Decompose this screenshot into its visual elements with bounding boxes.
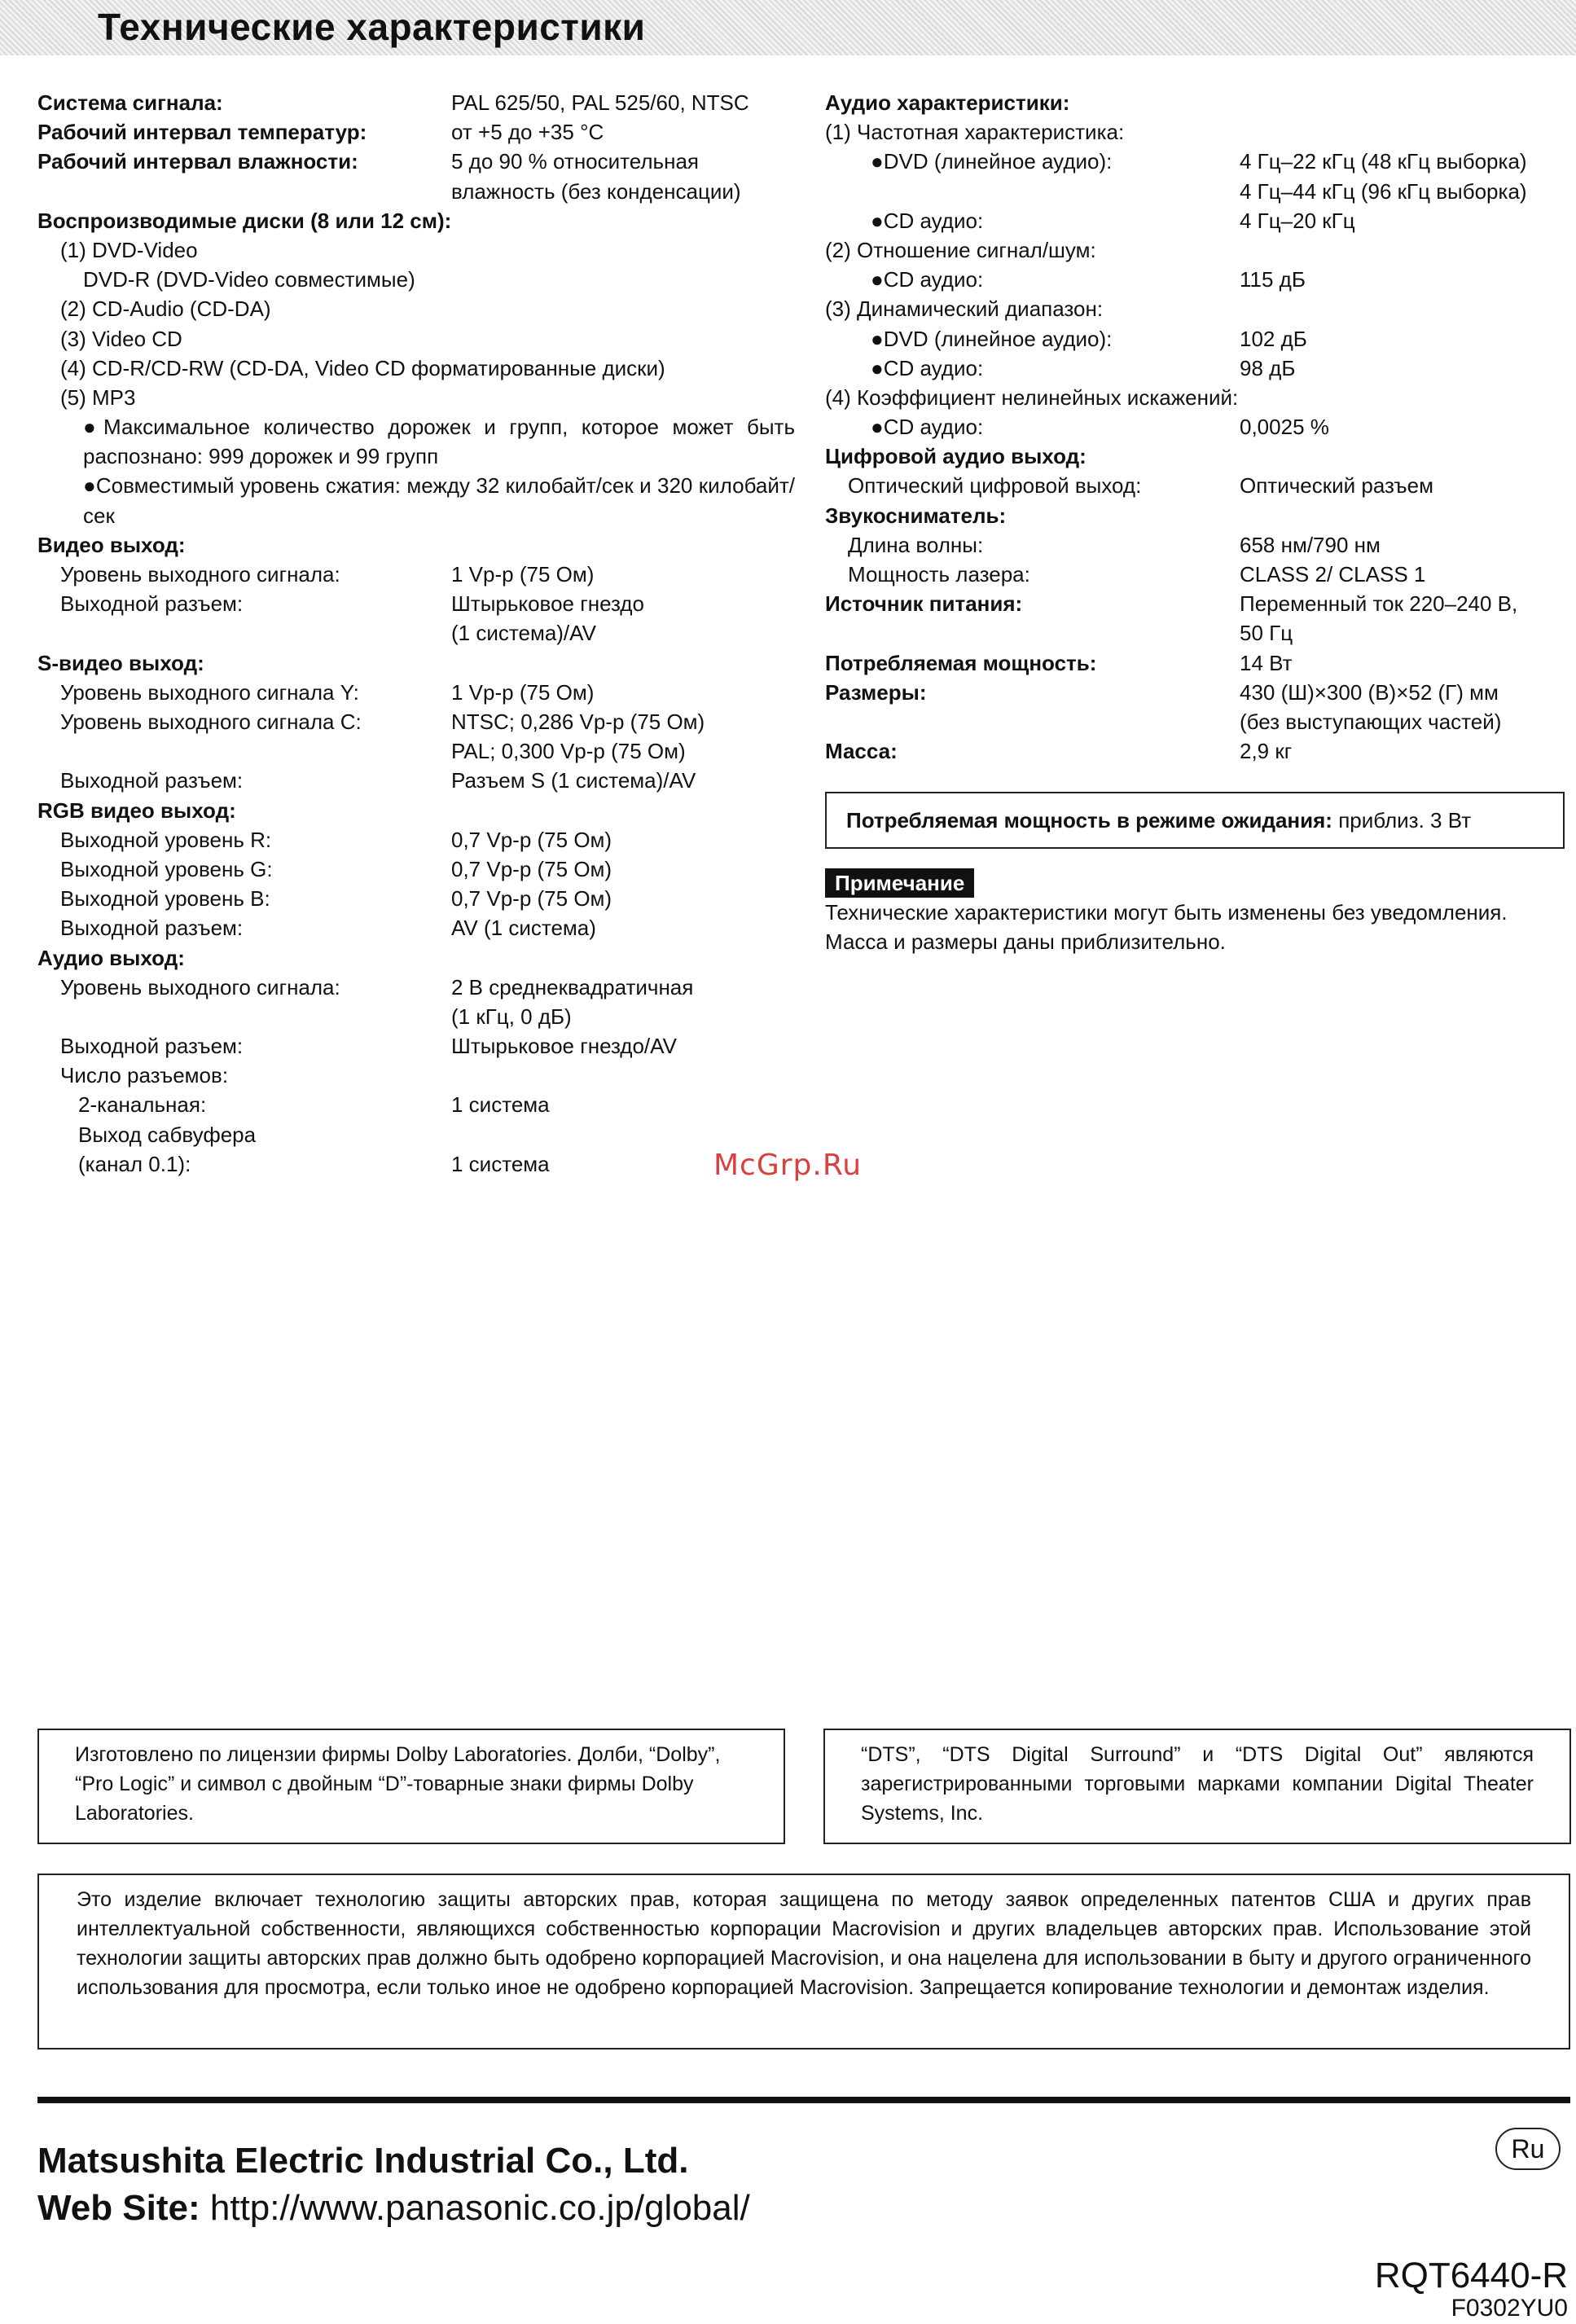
- spec-label: (2) Отношение сигнал/шум:: [825, 237, 1096, 262]
- spec-row: [825, 265, 1570, 294]
- spec-label: (1) DVD-Video: [60, 237, 198, 262]
- spec-label: Масса:: [825, 739, 898, 764]
- spec-row: [37, 648, 795, 678]
- spec-value: 430 (Ш)×300 (В)×52 (Г) мм: [1240, 679, 1499, 705]
- spec-label: Цифровой аудио выход:: [825, 444, 1087, 469]
- spec-value: 0,0025 %: [1240, 415, 1329, 440]
- spec-row: [825, 501, 1570, 530]
- spec-value: PAL; 0,300 Vp-p (75 Ом): [451, 739, 686, 764]
- spec-label: Рабочий интервал температур:: [37, 120, 367, 145]
- spec-row: [37, 265, 795, 294]
- spec-label: Выходной уровень G:: [60, 856, 273, 881]
- spec-row: [825, 412, 1570, 442]
- spec-label: Потребляемая мощность:: [825, 650, 1097, 675]
- spec-value: Штырьковое гнездо/AV: [451, 1034, 677, 1059]
- spec-row: [37, 678, 795, 707]
- spec-row: [37, 560, 795, 589]
- note-text: [825, 898, 1570, 956]
- spec-label: RGB видео выход:: [37, 797, 236, 823]
- spec-row: [825, 147, 1570, 176]
- language-badge: Ru: [1495, 2128, 1561, 2170]
- page-title: Технические характеристики: [98, 6, 646, 48]
- standby-value: приблиз. 3 Вт: [1338, 808, 1472, 833]
- website-url[interactable]: http://www.panasonic.co.jp/global/: [209, 2188, 750, 2228]
- spec-label: Выходной уровень R:: [60, 827, 272, 852]
- spec-label: Выходной разъем:: [60, 768, 244, 793]
- spec-label: ●CD аудио:: [871, 208, 984, 233]
- spec-value: PAL 625/50, PAL 525/60, NTSC: [451, 90, 749, 115]
- spec-label: (канал 0.1):: [78, 1151, 191, 1176]
- spec-label: Выходной разъем:: [60, 591, 244, 617]
- spec-value: NTSC; 0,286 Vp-p (75 Ом): [451, 710, 705, 734]
- spec-label: Выходной уровень B:: [60, 886, 270, 912]
- document-number: RQT6440-R: [1374, 2256, 1568, 2295]
- spec-label: Аудио характеристики:: [825, 90, 1070, 115]
- spec-row: [825, 235, 1570, 265]
- note-line-1: Технические характеристики могут быть изменены без уведомления.: [825, 900, 1508, 925]
- spec-row: [825, 324, 1570, 354]
- spec-note: ●Совместимый уровень сжатия: между 32 килобайт/сек и 320 килобайт/сек: [83, 473, 795, 528]
- dolby-notice-box: Изготовлено по лицензии фирмы Dolby Laboratories. Долби, “Dolby”, “Pro Logic” и символ с двойным “D”-товарные знаки фирмы Dolby Laboratories.: [37, 1729, 785, 1844]
- spec-value: 5 до 90 % относительная: [451, 149, 699, 174]
- spec-label: (4) Коэффициент нелинейных искажений:: [825, 384, 1239, 410]
- spec-row: [825, 618, 1570, 648]
- spec-row: [37, 973, 795, 1002]
- footer-rule: [37, 2097, 1570, 2103]
- spec-value: (1 кГц, 0 дБ): [451, 1004, 572, 1029]
- spec-row: [825, 530, 1570, 560]
- spec-label: ●CD аудио:: [871, 415, 984, 440]
- spec-label: Уровень выходного сигнала:: [60, 562, 340, 587]
- spec-row: [37, 324, 795, 354]
- spec-label: 2-канальная:: [78, 1092, 207, 1118]
- spec-note: ●Максимальное количество дорожек и групп, которое может быть распознано: 999 дорожек и 99 групп: [83, 415, 795, 469]
- spec-row: [825, 206, 1570, 235]
- spec-value: 1 система: [451, 1151, 550, 1176]
- spec-row: [825, 707, 1570, 736]
- spec-row: [825, 117, 1570, 147]
- spec-label: ●DVD (линейное аудио):: [871, 149, 1113, 174]
- spec-row: [825, 354, 1570, 383]
- spec-label: (5) MP3: [60, 384, 136, 410]
- spec-row: [825, 177, 1570, 206]
- spec-value: 0,7 Vp-p (75 Ом): [451, 886, 612, 912]
- spec-value: 2,9 кг: [1240, 739, 1293, 764]
- spec-row: [37, 206, 795, 235]
- spec-label: (1) Частотная характеристика:: [825, 120, 1125, 145]
- spec-row: [37, 235, 795, 265]
- spec-row: [37, 736, 795, 766]
- watermark: McGrp.Ru: [713, 1149, 863, 1182]
- spec-label: Рабочий интервал влажности:: [37, 149, 358, 174]
- spec-label: Мощность лазера:: [848, 562, 1030, 586]
- spec-row: [825, 88, 1570, 117]
- spec-value: AV (1 система): [451, 916, 596, 941]
- spec-label: (3) Video CD: [60, 326, 182, 351]
- spec-row: [37, 1031, 795, 1061]
- spec-label: ●CD аудио:: [871, 267, 984, 292]
- spec-row: [37, 1149, 795, 1179]
- website: [37, 2186, 750, 2230]
- specs-right-column: [825, 88, 1570, 766]
- spec-row: [37, 884, 795, 913]
- website-label: Web Site:: [37, 2188, 200, 2228]
- spec-row: [37, 294, 795, 323]
- specs-left-column: [37, 88, 795, 1179]
- spec-value: 50 Гц: [1240, 621, 1293, 646]
- spec-row: [825, 471, 1570, 500]
- spec-value: 14 Вт: [1240, 650, 1293, 675]
- spec-value: Переменный ток 220–240 В,: [1240, 591, 1518, 617]
- spec-row: [37, 766, 795, 795]
- spec-value: 1 система: [451, 1092, 550, 1118]
- spec-value: Штырьковое гнездо: [451, 591, 644, 617]
- spec-row: [37, 943, 795, 973]
- spec-label: Уровень выходного сигнала C:: [60, 710, 362, 734]
- spec-label: Размеры:: [825, 679, 927, 705]
- spec-value: (1 система)/AV: [451, 621, 596, 646]
- spec-value: 4 Гц–44 кГц (96 кГц выборка): [1240, 178, 1527, 204]
- spec-label: Оптический цифровой выход:: [848, 473, 1142, 499]
- spec-row: [825, 442, 1570, 471]
- spec-label: Число разъемов:: [60, 1063, 229, 1088]
- spec-label: Уровень выходного сигнала:: [60, 974, 340, 999]
- spec-value: 4 Гц–22 кГц (48 кГц выборка): [1240, 149, 1527, 174]
- spec-value: 658 нм/790 нм: [1240, 532, 1381, 557]
- spec-value: 0,7 Vp-p (75 Ом): [451, 856, 612, 881]
- spec-row: [825, 736, 1570, 766]
- spec-label: S-видео выход:: [37, 650, 204, 675]
- spec-row: [825, 589, 1570, 618]
- spec-row: [825, 383, 1570, 412]
- spec-label: Аудио выход:: [37, 945, 185, 970]
- spec-value: 98 дБ: [1240, 355, 1296, 380]
- spec-value: CLASS 2/ CLASS 1: [1240, 562, 1426, 586]
- spec-value: 2 В среднеквадратичная: [451, 974, 694, 999]
- spec-row: [37, 707, 795, 736]
- spec-value: Оптический разъем: [1240, 473, 1433, 499]
- spec-row: [37, 88, 795, 117]
- spec-row: [37, 1002, 795, 1031]
- spec-value: 4 Гц–20 кГц: [1240, 208, 1355, 233]
- spec-label: Источник питания:: [825, 591, 1023, 617]
- spec-value: (без выступающих частей): [1240, 709, 1502, 734]
- spec-row: [37, 825, 795, 854]
- spec-row: [37, 177, 795, 206]
- spec-row: [825, 678, 1570, 707]
- spec-row: [37, 383, 795, 412]
- spec-value: 0,7 Vp-p (75 Ом): [451, 827, 612, 852]
- spec-label: ●DVD (линейное аудио):: [871, 326, 1113, 351]
- spec-label: DVD-R (DVD-Video совместимые): [83, 267, 415, 292]
- spec-row: [37, 354, 795, 383]
- spec-row: [825, 648, 1570, 678]
- spec-value: 1 Vp-p (75 Ом): [451, 562, 595, 587]
- spec-label: Уровень выходного сигнала Y:: [60, 679, 359, 705]
- document-subcode: F0302YU0: [1451, 2295, 1568, 2322]
- spec-label: Видео выход:: [37, 532, 186, 557]
- spec-row: [37, 854, 795, 884]
- spec-row: [37, 1090, 795, 1119]
- spec-label: (3) Динамический диапазон:: [825, 297, 1104, 322]
- spec-label: Длина волны:: [848, 532, 984, 557]
- spec-row: [37, 147, 795, 176]
- spec-value: 102 дБ: [1240, 326, 1307, 351]
- company-name: Matsushita Electric Industrial Co., Ltd.: [37, 2141, 689, 2181]
- standby-label: Потребляемая мощность в режиме ожидания:: [846, 808, 1332, 833]
- spec-label: ●CD аудио:: [871, 355, 984, 380]
- spec-label: Выходной разъем:: [60, 916, 244, 941]
- spec-label: (2) CD-Audio (CD-DA): [60, 297, 271, 322]
- spec-row: [825, 294, 1570, 323]
- spec-row: [37, 1061, 795, 1090]
- spec-label: Звукосниматель:: [825, 503, 1007, 528]
- dts-notice-box: “DTS”, “DTS Digital Surround” и “DTS Digital Out” являются зарегистрированными торговыми марками компании Digital Theater Systems, Inc.: [823, 1729, 1571, 1844]
- spec-label: Выходной разъем:: [60, 1034, 244, 1059]
- note-badge: Примечание: [825, 868, 974, 898]
- spec-row: [37, 117, 795, 147]
- spec-label: Воспроизводимые диски (8 или 12 см):: [37, 208, 452, 233]
- spec-value: 115 дБ: [1240, 267, 1306, 292]
- note-line-2: Масса и размеры даны приблизительно.: [825, 929, 1226, 954]
- spec-value: от +5 до +35 °C: [451, 120, 604, 145]
- standby-power-box: [825, 792, 1565, 849]
- macrovision-notice-box: Это изделие включает технологию защиты авторских прав, которая защищена по методу заявок определенных патентов США и других прав интеллектуальной собственности, являющихся собственностью корпорации Macrovision и других владельцев авторских прав. Использование этой технологии защиты авторских прав должно быть одобрено корпорацией Macrovision, и она нацелена для использовании в быту и другого ограниченного использования для просмотра, если только иное не одобрено корпорацией Macrovision. Запрещается копирование технологии и демонтаж изделия.: [37, 1874, 1570, 2049]
- spec-label: (4) CD-R/CD-RW (CD-DA, Video CD форматированные диски): [60, 355, 665, 380]
- spec-value: влажность (без конденсации): [451, 178, 741, 204]
- spec-label: Выход сабвуфера: [78, 1122, 257, 1147]
- spec-row: [37, 618, 795, 648]
- spec-row: [37, 913, 795, 942]
- spec-value: Разъем S (1 система)/AV: [451, 768, 696, 793]
- spec-label: Система сигнала:: [37, 90, 223, 115]
- spec-row: [37, 1120, 795, 1149]
- spec-row: [37, 796, 795, 825]
- spec-row: [825, 560, 1570, 589]
- spec-value: 1 Vp-p (75 Ом): [451, 679, 595, 705]
- spec-row: [37, 530, 795, 560]
- spec-row: [37, 589, 795, 618]
